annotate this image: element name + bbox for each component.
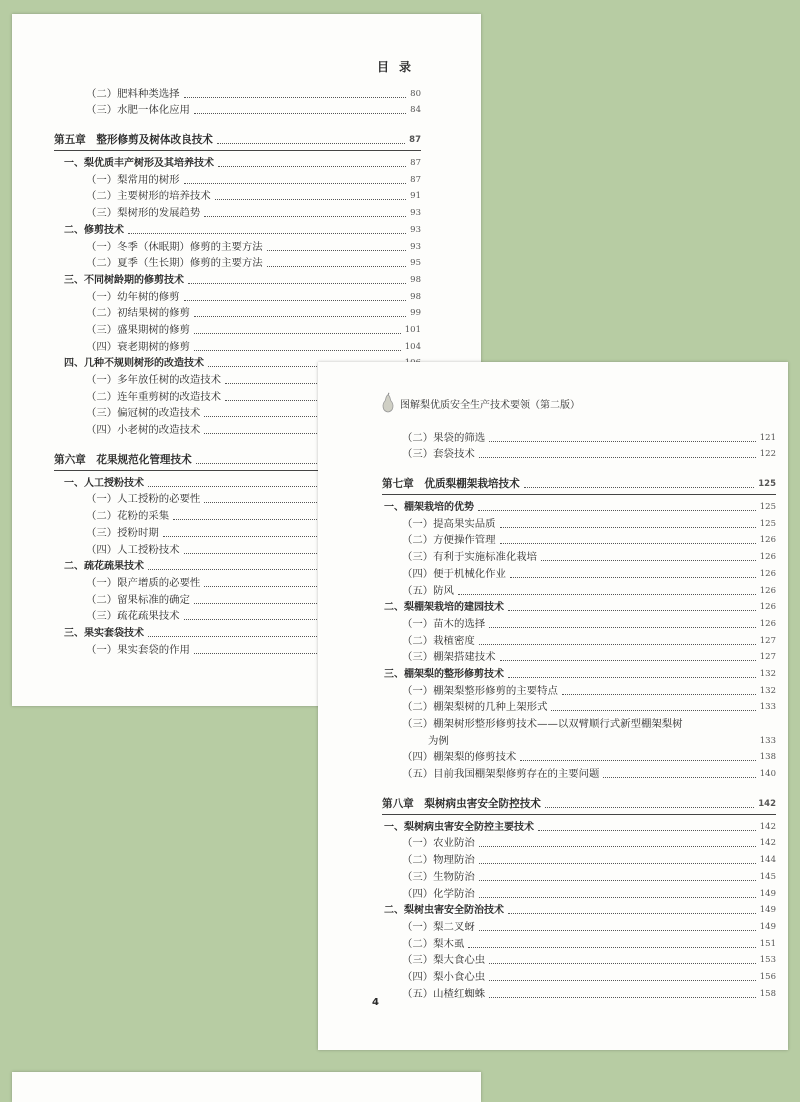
dot-leader — [500, 543, 756, 544]
dot-leader — [500, 527, 756, 528]
toc-page-number: 144 — [759, 855, 776, 866]
dot-leader — [217, 143, 405, 144]
toc-entry-title: （五）防风 — [402, 584, 454, 597]
dot-leader — [524, 487, 755, 488]
toc-entry-title: （四）衰老期树的修剪 — [86, 340, 190, 353]
dot-leader — [479, 897, 756, 898]
dot-leader — [267, 266, 407, 267]
dot-leader — [541, 560, 756, 561]
dot-leader — [508, 610, 756, 611]
dot-leader — [479, 880, 756, 881]
toc-entry[interactable] — [318, 514, 788, 531]
toc-section[interactable] — [318, 817, 788, 834]
toc-entry-title: （四）人工授粉技术 — [86, 543, 180, 556]
toc-entry[interactable] — [318, 698, 788, 715]
toc-page-number: 149 — [759, 921, 776, 932]
toc-page-number: 98 — [410, 291, 421, 302]
book-title: 图解梨优质安全生产技术要领（第二版） — [400, 399, 580, 411]
toc-entry[interactable] — [318, 531, 788, 548]
dot-leader — [478, 510, 756, 511]
toc-entry-title: （二）物理防治 — [402, 854, 475, 867]
toc-page-number: 91 — [410, 191, 421, 202]
toc-entry-title: （五）目前我国棚架梨修剪存在的主要问题 — [402, 768, 600, 781]
toc-entry-continuation[interactable] — [318, 731, 788, 748]
toc-entry[interactable] — [318, 967, 788, 984]
dot-leader — [551, 710, 755, 711]
toc-entry-title: （三）有利于实施标准化栽培 — [402, 551, 538, 564]
toc-page-number: 99 — [410, 308, 421, 319]
dot-leader — [520, 760, 755, 761]
toc-entry[interactable] — [318, 614, 788, 631]
toc-entry[interactable] — [12, 254, 481, 271]
toc-entry-title: （一）果实套袋的作用 — [86, 643, 190, 656]
toc-entry[interactable] — [318, 850, 788, 867]
toc-entry-title: 一、梨优质丰产树形及其培养技术 — [64, 158, 214, 170]
toc-entry-title: （一）棚架梨整形修剪的主要特点 — [402, 684, 558, 697]
dot-leader — [194, 333, 401, 334]
toc-entry[interactable] — [318, 951, 788, 968]
toc-page-number: 125 — [759, 502, 776, 513]
toc-entry-title: （四）小老树的改造技术 — [86, 424, 201, 437]
book-header — [380, 392, 580, 414]
toc-page-number: 98 — [410, 274, 421, 285]
toc-entry[interactable] — [12, 287, 481, 304]
toc-entry-title: 四、几种不规则树形的改造技术 — [64, 358, 204, 370]
toc-entry-title: （一）幼年树的修剪 — [86, 290, 180, 303]
toc-chapter[interactable] — [318, 789, 788, 811]
dot-leader — [510, 577, 756, 578]
toc-page-number: 93 — [410, 241, 421, 252]
toc-page-number: 158 — [759, 988, 776, 999]
page-number: 4 — [372, 997, 379, 1008]
toc-entry-title: （二）梨木虱 — [402, 937, 465, 950]
toc-entry-title: （一）提高果实品质 — [402, 517, 496, 530]
dot-leader — [500, 660, 756, 661]
dot-leader — [479, 863, 756, 864]
toc-page-number: 95 — [410, 258, 421, 269]
dot-leader — [194, 113, 406, 114]
toc-page-number: 87 — [409, 135, 421, 146]
dot-leader — [267, 250, 407, 251]
toc-page-number: 133 — [759, 735, 776, 746]
toc-entry-title: （二）留果标准的确定 — [86, 593, 190, 606]
page-header-title: 目录 — [376, 60, 421, 74]
dot-leader — [562, 694, 756, 695]
toc-page-number: 126 — [759, 552, 776, 563]
toc-entry-title: （一）农业防治 — [402, 837, 475, 850]
toc-chapter[interactable] — [12, 125, 481, 147]
toc-section[interactable] — [12, 270, 481, 287]
toc-page-number: 125 — [759, 518, 776, 529]
toc-chapter[interactable] — [318, 469, 788, 491]
dot-leader — [128, 233, 406, 234]
toc-entry-title: （三）棚架搭建技术 — [402, 651, 496, 664]
dot-leader — [603, 777, 755, 778]
dot-leader — [184, 300, 407, 301]
toc-entry[interactable] — [318, 984, 788, 1001]
toc-entry[interactable] — [318, 547, 788, 564]
toc-entry-title: 一、人工授粉技术 — [64, 477, 144, 489]
toc-entry-title: （三）偏冠树的改造技术 — [86, 407, 201, 420]
toc-page-number: 125 — [758, 479, 776, 490]
toc-entry-title: （二）连年重剪树的改造技术 — [86, 390, 222, 403]
toc-entry[interactable] — [318, 917, 788, 934]
toc-entry[interactable] — [318, 748, 788, 765]
toc-page-number: 142 — [759, 821, 776, 832]
dot-leader — [545, 807, 754, 808]
toc-entry-title: （四）化学防治 — [402, 887, 475, 900]
toc-entry-title: （一）人工授粉的必要性 — [86, 493, 201, 506]
toc-page-number: 126 — [759, 602, 776, 613]
toc-page-number: 149 — [759, 905, 776, 916]
dot-leader — [489, 963, 756, 964]
dot-leader — [194, 350, 401, 351]
toc-entry-title: 二、修剪技术 — [64, 224, 124, 236]
toc-entry[interactable] — [318, 581, 788, 598]
toc-entry[interactable] — [12, 203, 481, 220]
dot-leader — [184, 183, 407, 184]
toc-entry[interactable] — [12, 101, 481, 118]
dot-leader — [215, 199, 406, 200]
dot-leader — [468, 947, 755, 948]
toc-entry-title: （二）花粉的采集 — [86, 510, 170, 523]
toc-list-right — [318, 428, 788, 1001]
toc-page-number: 142 — [759, 838, 776, 849]
toc-entry[interactable] — [318, 445, 788, 462]
toc-entry-title: （二）初结果树的修剪 — [86, 307, 190, 320]
dot-leader — [188, 283, 406, 284]
toc-entry-title: （二）棚架梨树的几种上架形式 — [402, 701, 548, 714]
toc-page-number: 156 — [759, 971, 776, 982]
toc-entry-title: （一）冬季（休眠期）修剪的主要方法 — [86, 240, 263, 253]
pear-icon — [380, 392, 396, 414]
toc-page-number: 127 — [759, 652, 776, 663]
toc-entry-title: （三）梨大食心虫 — [402, 954, 486, 967]
toc-page-number: 145 — [759, 871, 776, 882]
toc-page-number: 104 — [404, 341, 421, 352]
toc-section[interactable] — [12, 153, 481, 170]
toc-entry-title: （三）梨树形的发展趋势 — [86, 207, 201, 220]
toc-page-bottom-edge — [12, 1072, 481, 1102]
toc-entry-title: 三、果实套袋技术 — [64, 627, 144, 639]
dot-leader — [538, 830, 756, 831]
toc-page-number: 101 — [404, 324, 421, 335]
toc-page-number: 126 — [759, 568, 776, 579]
toc-entry-title: （三）水肥一体化应用 — [86, 104, 190, 117]
toc-page-number: 149 — [759, 888, 776, 899]
toc-entry-title: 第七章 优质梨棚架栽培技术 — [382, 478, 520, 491]
dot-leader — [184, 97, 407, 98]
toc-entry-title: （三）盛果期树的修剪 — [86, 323, 190, 336]
toc-section[interactable] — [12, 220, 481, 237]
toc-entry-title: （四）便于机械化作业 — [402, 567, 506, 580]
toc-entry-title: （二）肥料种类选择 — [86, 87, 180, 100]
toc-entry-title: （二）果袋的筛选 — [402, 431, 486, 444]
toc-page-number: 133 — [759, 702, 776, 713]
dot-leader — [479, 457, 756, 458]
toc-page-number: 142 — [758, 799, 776, 810]
toc-entry-title: 一、棚架栽培的优势 — [384, 502, 474, 514]
dot-leader — [218, 166, 406, 167]
toc-entry-title: （一）苗木的选择 — [402, 617, 486, 630]
toc-page-number: 126 — [759, 535, 776, 546]
toc-entry[interactable] — [12, 187, 481, 204]
toc-page-number: 151 — [759, 938, 776, 949]
toc-page-number: 84 — [410, 105, 421, 116]
dot-leader — [194, 316, 406, 317]
toc-entry-title: （三）生物防治 — [402, 870, 475, 883]
toc-page-number: 87 — [410, 174, 421, 185]
toc-entry[interactable] — [318, 681, 788, 698]
toc-entry-title: 一、梨树病虫害安全防控主要技术 — [384, 821, 534, 833]
toc-entry[interactable] — [318, 867, 788, 884]
toc-page-number: 127 — [759, 635, 776, 646]
toc-entry[interactable] — [318, 648, 788, 665]
dot-leader — [489, 980, 756, 981]
toc-entry[interactable] — [318, 631, 788, 648]
toc-entry[interactable] — [318, 934, 788, 951]
toc-entry-title: （二）方便操作管理 — [402, 534, 496, 547]
toc-section[interactable] — [318, 598, 788, 615]
toc-entry-title: 第六章 花果规范化管理技术 — [54, 454, 192, 467]
toc-entry-title: 三、不同树龄期的修剪技术 — [64, 274, 184, 286]
dot-leader — [479, 930, 756, 931]
toc-entry[interactable] — [318, 564, 788, 581]
toc-entry-title: （一）限产增质的必要性 — [86, 576, 201, 589]
toc-page-number: 140 — [759, 769, 776, 780]
dot-leader — [489, 997, 756, 998]
toc-entry[interactable] — [318, 714, 788, 731]
toc-page-number: 126 — [759, 585, 776, 596]
toc-page-number: 93 — [410, 224, 421, 235]
toc-entry-title: （四）棚架梨的修剪技术 — [402, 751, 517, 764]
toc-entry-title: （二）栽植密度 — [402, 634, 475, 647]
toc-entry[interactable] — [318, 764, 788, 781]
toc-entry-title: 二、梨树虫害安全防治技术 — [384, 905, 504, 917]
toc-entry[interactable] — [12, 304, 481, 321]
dot-leader — [489, 627, 756, 628]
toc-entry-title: （二）夏季（生长期）修剪的主要方法 — [86, 257, 263, 270]
dot-leader — [479, 846, 756, 847]
toc-entry-title: （一）梨常用的树形 — [86, 173, 180, 186]
toc-entry-title: （三）套袋技术 — [402, 448, 475, 461]
toc-entry[interactable] — [12, 170, 481, 187]
toc-entry-title: （四）梨小食心虫 — [402, 970, 486, 983]
dot-leader — [458, 594, 756, 595]
toc-page-number: 138 — [759, 752, 776, 763]
toc-section[interactable] — [318, 497, 788, 514]
toc-entry[interactable] — [12, 84, 481, 101]
toc-page-number: 87 — [410, 158, 421, 169]
toc-entry-title: （三）棚架树形整形修剪技术——以双臂顺行式新型棚架梨树 — [402, 718, 683, 730]
toc-page-number: 122 — [759, 449, 776, 460]
toc-page-number: 132 — [759, 685, 776, 696]
toc-entry-title: （三）授粉时期 — [86, 526, 159, 539]
toc-entry-title: 第八章 梨树病虫害安全防控技术 — [382, 798, 541, 811]
toc-page-number: 126 — [759, 618, 776, 629]
toc-entry-title: （三）疏花疏果技术 — [86, 610, 180, 623]
toc-entry-title: （二）主要树形的培养技术 — [86, 190, 211, 203]
toc-section[interactable] — [318, 664, 788, 681]
toc-page-number: 153 — [759, 955, 776, 966]
toc-entry[interactable] — [318, 884, 788, 901]
toc-entry-title: 第五章 整形修剪及树体改良技术 — [54, 134, 213, 147]
toc-entry[interactable] — [12, 320, 481, 337]
toc-page-number: 93 — [410, 208, 421, 219]
dot-leader — [508, 677, 756, 678]
toc-page-right — [318, 362, 788, 1050]
toc-entry[interactable] — [318, 834, 788, 851]
toc-entry-title: 为例 — [428, 734, 449, 747]
dot-leader — [479, 644, 756, 645]
toc-entry-title: 二、梨棚架栽培的建园技术 — [384, 602, 504, 614]
dot-leader — [508, 913, 756, 914]
toc-entry[interactable] — [318, 428, 788, 445]
toc-entry-title: 二、疏花疏果技术 — [64, 561, 144, 573]
toc-entry-title: （一）梨二叉蚜 — [402, 920, 475, 933]
toc-entry-title: （五）山楂红蜘蛛 — [402, 987, 486, 1000]
toc-section[interactable] — [318, 901, 788, 918]
toc-entry-title: （一）多年放任树的改造技术 — [86, 374, 222, 386]
dot-leader — [204, 216, 406, 217]
toc-page-number: 121 — [759, 432, 776, 443]
toc-page-number: 132 — [759, 668, 776, 679]
toc-entry[interactable] — [12, 337, 481, 354]
dot-leader — [489, 441, 756, 442]
toc-page-number: 80 — [410, 88, 421, 99]
toc-entry[interactable] — [12, 237, 481, 254]
toc-entry-title: 三、棚架梨的整形修剪技术 — [384, 668, 504, 680]
